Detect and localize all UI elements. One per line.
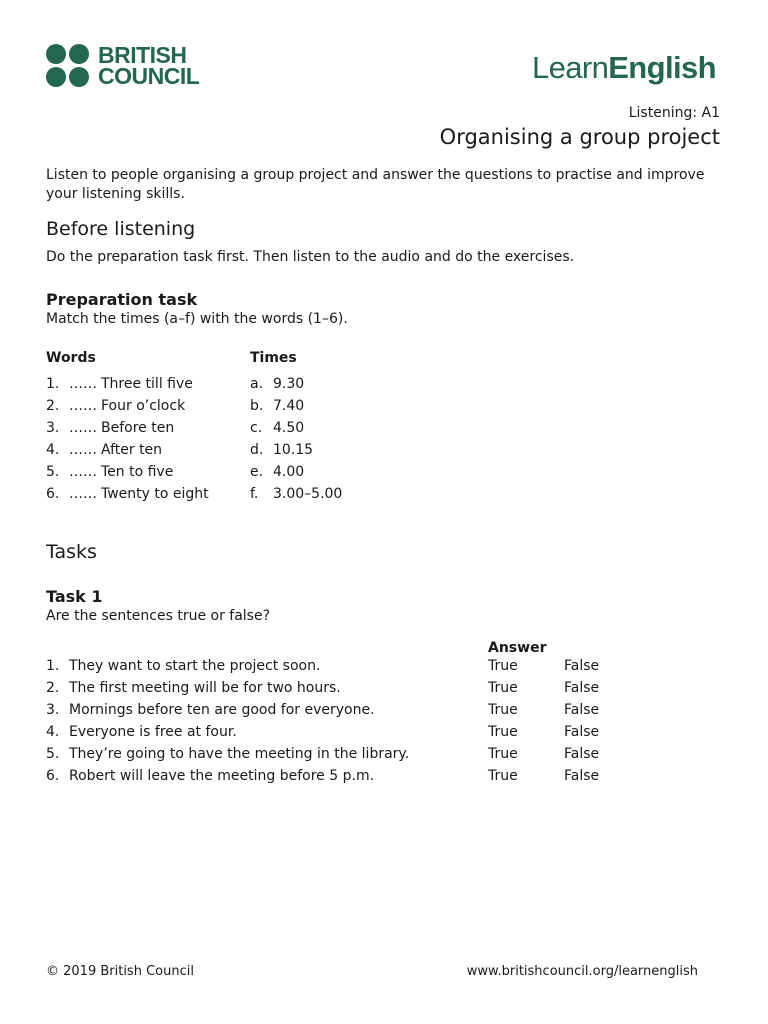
false-option[interactable]: False [564,702,600,718]
true-option[interactable]: True [488,768,518,784]
list-item: f. 3.00–5.00 [250,486,343,502]
answer-blank[interactable]: …… [69,420,97,436]
times-list [250,373,342,505]
true-option[interactable]: True [488,658,518,674]
answer-blank[interactable]: …… [69,486,97,502]
list-item: 2. …… Four o’clock [46,395,209,417]
tasks-heading: Tasks [46,541,97,563]
false-option[interactable]: False [564,680,600,696]
list-item: a. 9.30 [250,376,305,392]
true-option[interactable]: True [488,746,518,762]
list-item: c. 4.50 [250,420,305,436]
times-column-header: Times [250,350,297,366]
list-item: e. 4.00 [250,464,305,480]
task1-heading: Task 1 [46,587,103,606]
british-council-logo [46,41,200,89]
list-item: 1. …… Three till five [46,373,209,395]
list-item: 4. …… After ten [46,439,209,461]
list-item: b. 7.40 [250,398,305,414]
false-option[interactable]: False [564,658,600,674]
preparation-task-heading: Preparation task [46,290,198,309]
footer-copyright: © 2019 British Council [46,964,194,979]
false-option[interactable]: False [564,768,600,784]
answer-blank[interactable]: …… [69,442,97,458]
preparation-task-instruction: Match the times (a–f) with the words (1–6). [46,311,348,327]
answer-blank[interactable]: …… [69,464,97,480]
page-title: Organising a group project [439,125,720,149]
table-row: 6. Robert will leave the meeting before 5 p.m. True False [46,765,646,787]
true-option[interactable]: True [488,702,518,718]
false-option[interactable]: False [564,724,600,740]
before-listening-heading: Before listening [46,218,196,240]
logo-dots-icon [46,44,89,87]
list-item: 6. …… Twenty to eight [46,483,209,505]
answer-blank[interactable]: …… [69,398,97,414]
table-row: 3. Mornings before ten are good for everyone. True False [46,699,646,721]
answer-blank[interactable]: …… [69,376,97,392]
task1-instruction: Are the sentences true or false? [46,608,271,624]
table-row: 4. Everyone is free at four. True False [46,721,646,743]
list-item: 3. …… Before ten [46,417,209,439]
before-listening-instruction: Do the preparation task first. Then listen to the audio and do the exercises. [46,249,575,265]
table-row: 2. The first meeting will be for two hours. True False [46,677,646,699]
learnenglish-logo: LearnEnglish [531,50,716,85]
list-item: 5. …… Ten to five [46,461,209,483]
answer-column-header: Answer [488,640,547,656]
intro-text: Listen to people organising a group project and answer the questions to practise and improve your listening skills. [46,167,705,202]
footer-url: www.britishcouncil.org/learnenglish [466,964,698,979]
list-item: d. 10.15 [250,442,314,458]
true-option[interactable]: True [488,724,518,740]
words-column-header: Words [46,350,96,366]
true-option[interactable]: True [488,680,518,696]
table-row: 5. They’re going to have the meeting in the library. True False [46,743,646,765]
table-row: 1. They want to start the project soon. True False [46,655,646,677]
false-option[interactable]: False [564,746,600,762]
level-label: Listening: A1 [628,105,720,121]
words-list [46,373,209,505]
logo-wordmark: BRITISH COUNCIL [98,41,200,89]
